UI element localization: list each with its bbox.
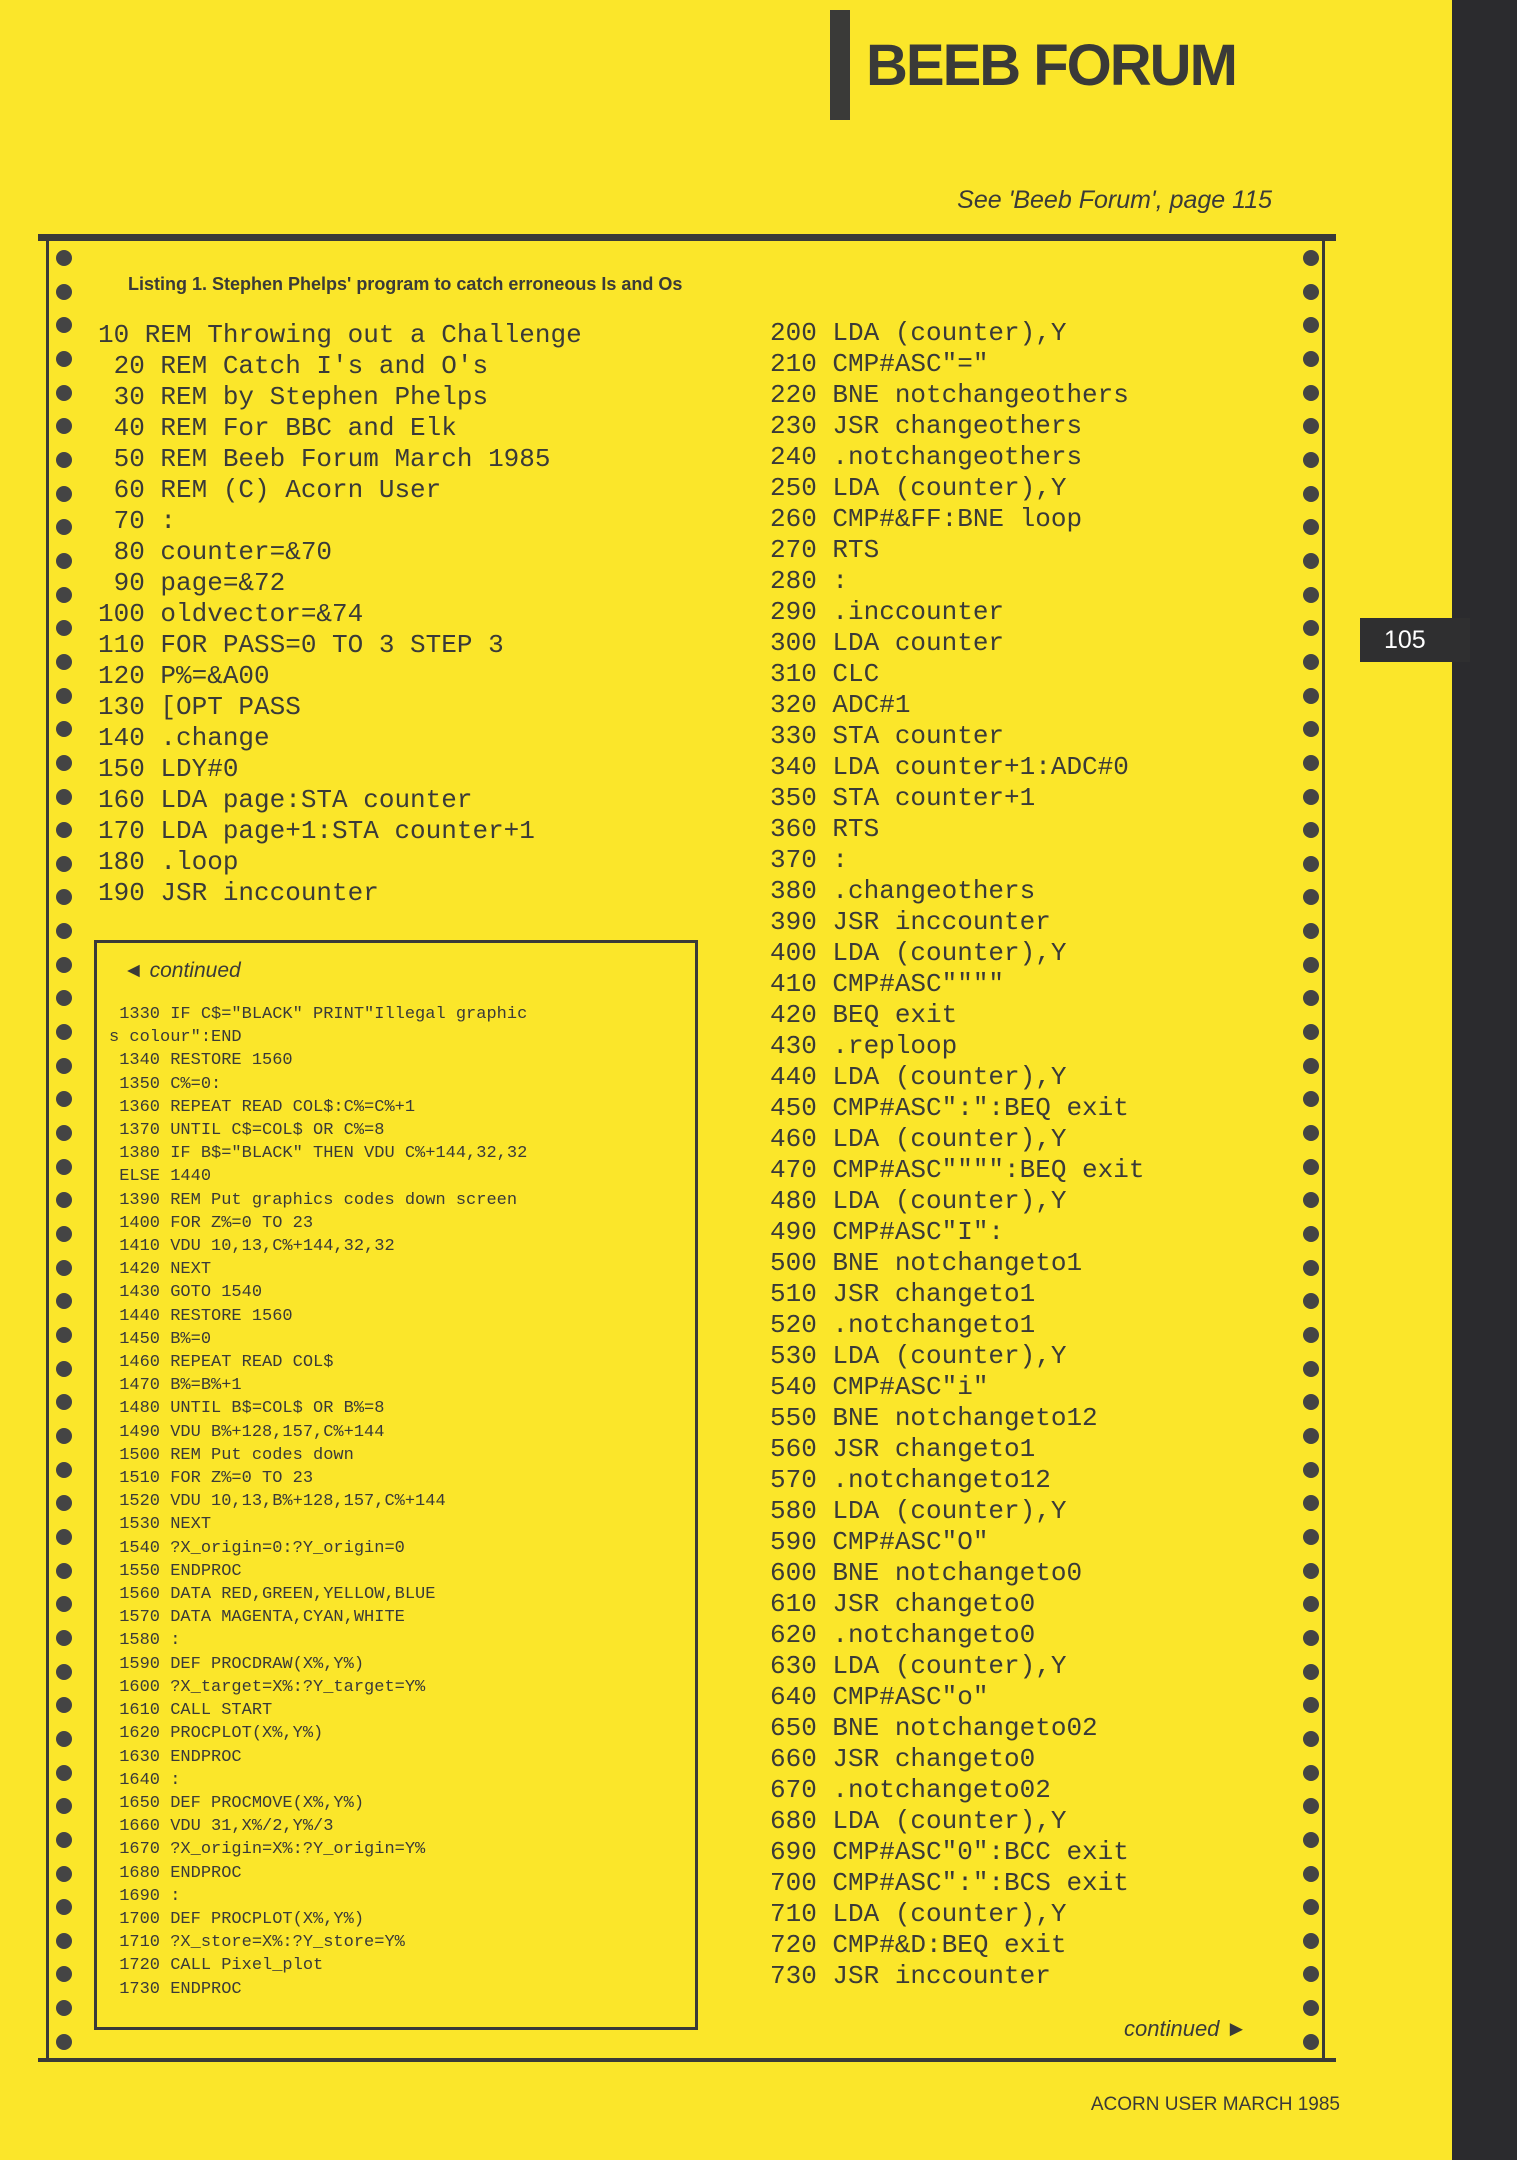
sprocket-hole (56, 1697, 72, 1713)
sprocket-holes-left (56, 250, 72, 2050)
sprocket-hole (56, 856, 72, 872)
sprocket-hole (56, 1798, 72, 1814)
sprocket-hole (56, 1933, 72, 1949)
continued-from-label: ◄ continued (123, 959, 241, 982)
listing-frame-bottom-rule (38, 2058, 1336, 2062)
sprocket-hole (1303, 1596, 1319, 1612)
sprocket-hole (56, 351, 72, 367)
sprocket-hole (1303, 2034, 1319, 2050)
page-footer: ACORN USER MARCH 1985 (1090, 2094, 1340, 2115)
listing-frame-left-rule (46, 241, 49, 2058)
sprocket-hole (1303, 1226, 1319, 1242)
continued-label: continued ► (1124, 2016, 1248, 2041)
code-listing-left-column: 10 REM Throwing out a Challenge 20 REM Catch I's and O's 30 REM by Stephen Phelps 40 REM For BBC and Elk 50 REM Beeb Forum March 1985 60 REM (C) Acorn User 70 : 80 counter=&70 90 page=&72 100 oldvector=&74 110 FOR PASS=0 TO 3 STEP 3 120 P%=&A00 130 [OPT PASS 140 .change 150 LDY#0 160 LDA page:STA counter 170 LDA page+1:STA counter+1 180 .loop 190 JSR inccounter (98, 320, 582, 908)
sprocket-hole (1303, 1159, 1319, 1175)
sprocket-hole (56, 1058, 72, 1074)
sprocket-hole (56, 1731, 72, 1747)
sprocket-hole (1303, 654, 1319, 670)
sprocket-hole (1303, 1832, 1319, 1848)
sprocket-hole (56, 418, 72, 434)
sprocket-hole (56, 1765, 72, 1781)
sprocket-hole (1303, 519, 1319, 535)
sprocket-hole (56, 1260, 72, 1276)
sprocket-hole (56, 1563, 72, 1579)
sprocket-hole (1303, 1024, 1319, 1040)
sprocket-hole (1303, 587, 1319, 603)
sprocket-hole (1303, 1798, 1319, 1814)
sprocket-hole (1303, 1361, 1319, 1377)
sprocket-hole (1303, 284, 1319, 300)
sprocket-hole (1303, 889, 1319, 905)
sprocket-hole (1303, 452, 1319, 468)
sprocket-hole (1303, 1563, 1319, 1579)
sprocket-hole (56, 1899, 72, 1915)
sprocket-hole (56, 1159, 72, 1175)
sprocket-hole (56, 2000, 72, 2016)
sprocket-hole (1303, 1058, 1319, 1074)
page-number-tab: 105 (1360, 618, 1470, 662)
sprocket-hole (1303, 822, 1319, 838)
sprocket-hole (1303, 1899, 1319, 1915)
sprocket-hole (56, 822, 72, 838)
sprocket-hole (56, 1866, 72, 1882)
sprocket-hole (1303, 1125, 1319, 1141)
sprocket-hole (1303, 755, 1319, 771)
sprocket-hole (56, 317, 72, 333)
sprocket-hole (56, 486, 72, 502)
sprocket-hole (56, 1293, 72, 1309)
cross-reference: See 'Beeb Forum', page 115 (957, 186, 1272, 214)
listing-caption: Listing 1. Stephen Phelps' program to catch erroneous Is and Os (128, 274, 683, 294)
sprocket-hole (1303, 250, 1319, 266)
sprocket-hole (1303, 1664, 1319, 1680)
section-title: BEEB FORUM (866, 33, 1236, 98)
sprocket-hole (56, 553, 72, 569)
sprocket-hole (1303, 2000, 1319, 2016)
sprocket-hole (56, 990, 72, 1006)
sprocket-hole (56, 1596, 72, 1612)
sprocket-hole (56, 688, 72, 704)
code-listing-right-column: 200 LDA (counter),Y 210 CMP#ASC"=" 220 BNE notchangeothers 230 JSR changeothers 240 .notchangeothers 250 LDA (counter),Y 260 CMP#&FF:BNE loop 270 RTS 280 : 290 .inccounter 300 LDA counter 310 CLC 320 ADC#1 330 STA counter 340 LDA counter+1:ADC#0 350 STA counter+1 360 RTS 370 : 380 .changeothers 390 JSR inccounter 400 LDA (counter),Y 410 CMP#ASC"""" 420 BEQ exit 430 .reploop 440 LDA (counter),Y 450 CMP#ASC":":BEQ exit 460 LDA (counter),Y 470 CMP#ASC"""":BEQ exit 480 LDA (counter),Y 490 CMP#ASC"I": 500 BNE notchangeto1 510 JSR changeto1 520 .notchangeto1 530 LDA (counter),Y 540 CMP#ASC"i" 550 BNE notchangeto12 560 JSR changeto1 570 .notchangeto12 580 LDA (counter),Y 590 CMP#ASC"O" 600 BNE notchangeto0 610 JSR changeto0 620 .notchangeto0 630 LDA (counter),Y 640 CMP#ASC"o" 650 BNE notchangeto02 660 JSR changeto0 670 .notchangeto02 680 LDA (counter),Y 690 CMP#ASC"0":BCC exit 700 CMP#ASC":":BCS exit 710 LDA (counter),Y 720 CMP#&D:BEQ exit 730 JSR inccounter (770, 318, 1145, 1991)
sprocket-hole (56, 755, 72, 771)
sprocket-hole (1303, 957, 1319, 973)
sprocket-hole (56, 284, 72, 300)
sprocket-hole (1303, 1260, 1319, 1276)
sprocket-hole (56, 452, 72, 468)
listing-frame-top-rule (38, 234, 1336, 241)
sprocket-hole (56, 1966, 72, 1982)
sprocket-hole (56, 1091, 72, 1107)
sprocket-hole (1303, 1462, 1319, 1478)
sprocket-holes-right (1303, 250, 1319, 2050)
sprocket-hole (1303, 1966, 1319, 1982)
sprocket-hole (56, 1361, 72, 1377)
sprocket-hole (1303, 317, 1319, 333)
sprocket-hole (1303, 418, 1319, 434)
sprocket-hole (56, 1125, 72, 1141)
sprocket-hole (1303, 923, 1319, 939)
sprocket-hole (56, 1428, 72, 1444)
sprocket-hole (1303, 721, 1319, 737)
sprocket-hole (56, 957, 72, 973)
sprocket-hole (56, 1495, 72, 1511)
sprocket-hole (56, 385, 72, 401)
sprocket-hole (1303, 1091, 1319, 1107)
sprocket-hole (1303, 385, 1319, 401)
sprocket-hole (56, 1664, 72, 1680)
sprocket-hole (1303, 553, 1319, 569)
sprocket-hole (1303, 486, 1319, 502)
sprocket-hole (1303, 856, 1319, 872)
sprocket-hole (1303, 1765, 1319, 1781)
sprocket-hole (56, 1226, 72, 1242)
sprocket-hole (1303, 688, 1319, 704)
sprocket-hole (1303, 990, 1319, 1006)
sprocket-hole (56, 1192, 72, 1208)
sprocket-hole (56, 1462, 72, 1478)
sprocket-hole (1303, 1731, 1319, 1747)
sprocket-hole (56, 1327, 72, 1343)
sprocket-hole (1303, 1495, 1319, 1511)
sprocket-hole (56, 1630, 72, 1646)
header-accent-bar (830, 10, 850, 120)
sprocket-hole (56, 1394, 72, 1410)
sprocket-hole (1303, 1192, 1319, 1208)
sprocket-hole (1303, 1630, 1319, 1646)
sprocket-hole (56, 789, 72, 805)
continued-listing-box (94, 940, 698, 2030)
sprocket-hole (1303, 1529, 1319, 1545)
sprocket-hole (1303, 351, 1319, 367)
sprocket-hole (56, 620, 72, 636)
sprocket-hole (56, 1024, 72, 1040)
sprocket-hole (1303, 1933, 1319, 1949)
sprocket-hole (56, 2034, 72, 2050)
sprocket-hole (56, 889, 72, 905)
sprocket-hole (1303, 1394, 1319, 1410)
sprocket-hole (56, 721, 72, 737)
sprocket-hole (56, 1832, 72, 1848)
sprocket-hole (1303, 1866, 1319, 1882)
sprocket-hole (56, 654, 72, 670)
sprocket-hole (56, 250, 72, 266)
sprocket-hole (1303, 1293, 1319, 1309)
sprocket-hole (56, 1529, 72, 1545)
sprocket-hole (56, 519, 72, 535)
sprocket-hole (1303, 1697, 1319, 1713)
sprocket-hole (1303, 789, 1319, 805)
sprocket-hole (1303, 1327, 1319, 1343)
continued-code-listing: 1330 IF C$="BLACK" PRINT"Illegal graphic s colour":END 1340 RESTORE 1560 1350 C%=0: 1360 REPEAT READ COL$:C%=C%+1 1370 UNTIL C$=COL$ OR C%=8 1380 IF B$="BLACK" THEN VDU C%+144,32,32 ELSE 1440 1390 REM Put graphics codes down screen 1400 FOR Z%=0 TO 23 1410 VDU 10,13,C%+144,32,32 1420 NEXT 1430 GOTO 1540 1440 RESTORE 1560 1450 B%=0 1460 REPEAT READ COL$ 1470 B%=B%+1 1480 UNTIL B$=COL$ OR B%=8 1490 VDU B%+128,157,C%+144 1500 REM Put codes down 1510 FOR Z%=0 TO 23 1520 VDU 10,13,B%+128,157,C%+144 1530 NEXT 1540 ?X_origin=0:?Y_origin=0 1550 ENDPROC 1560 DATA RED,GREEN,YELLOW,BLUE 1570 DATA MAGENTA,CYAN,WHITE 1580 : 1590 DEF PROCDRAW(X%,Y%) 1600 ?X_target=X%:?Y_target=Y% 1610 CALL START 1620 PROCPLOT(X%,Y%) 1630 ENDPROC 1640 : 1650 DEF PROCMOVE(X%,Y%) 1660 VDU 31,X%/2,Y%/3 1670 ?X_origin=X%:?Y_origin=Y% 1680 ENDPROC 1690 : 1700 DEF PROCPLOT(X%,Y%) 1710 ?X_store=X%:?Y_store=Y% 1720 CALL Pixel_plot 1730 ENDPROC (109, 1005, 528, 1999)
sprocket-hole (56, 923, 72, 939)
listing-frame-right-rule (1322, 241, 1325, 2058)
sprocket-hole (1303, 1428, 1319, 1444)
page-edge-shadow (1452, 0, 1517, 2160)
sprocket-hole (56, 587, 72, 603)
sprocket-hole (1303, 620, 1319, 636)
